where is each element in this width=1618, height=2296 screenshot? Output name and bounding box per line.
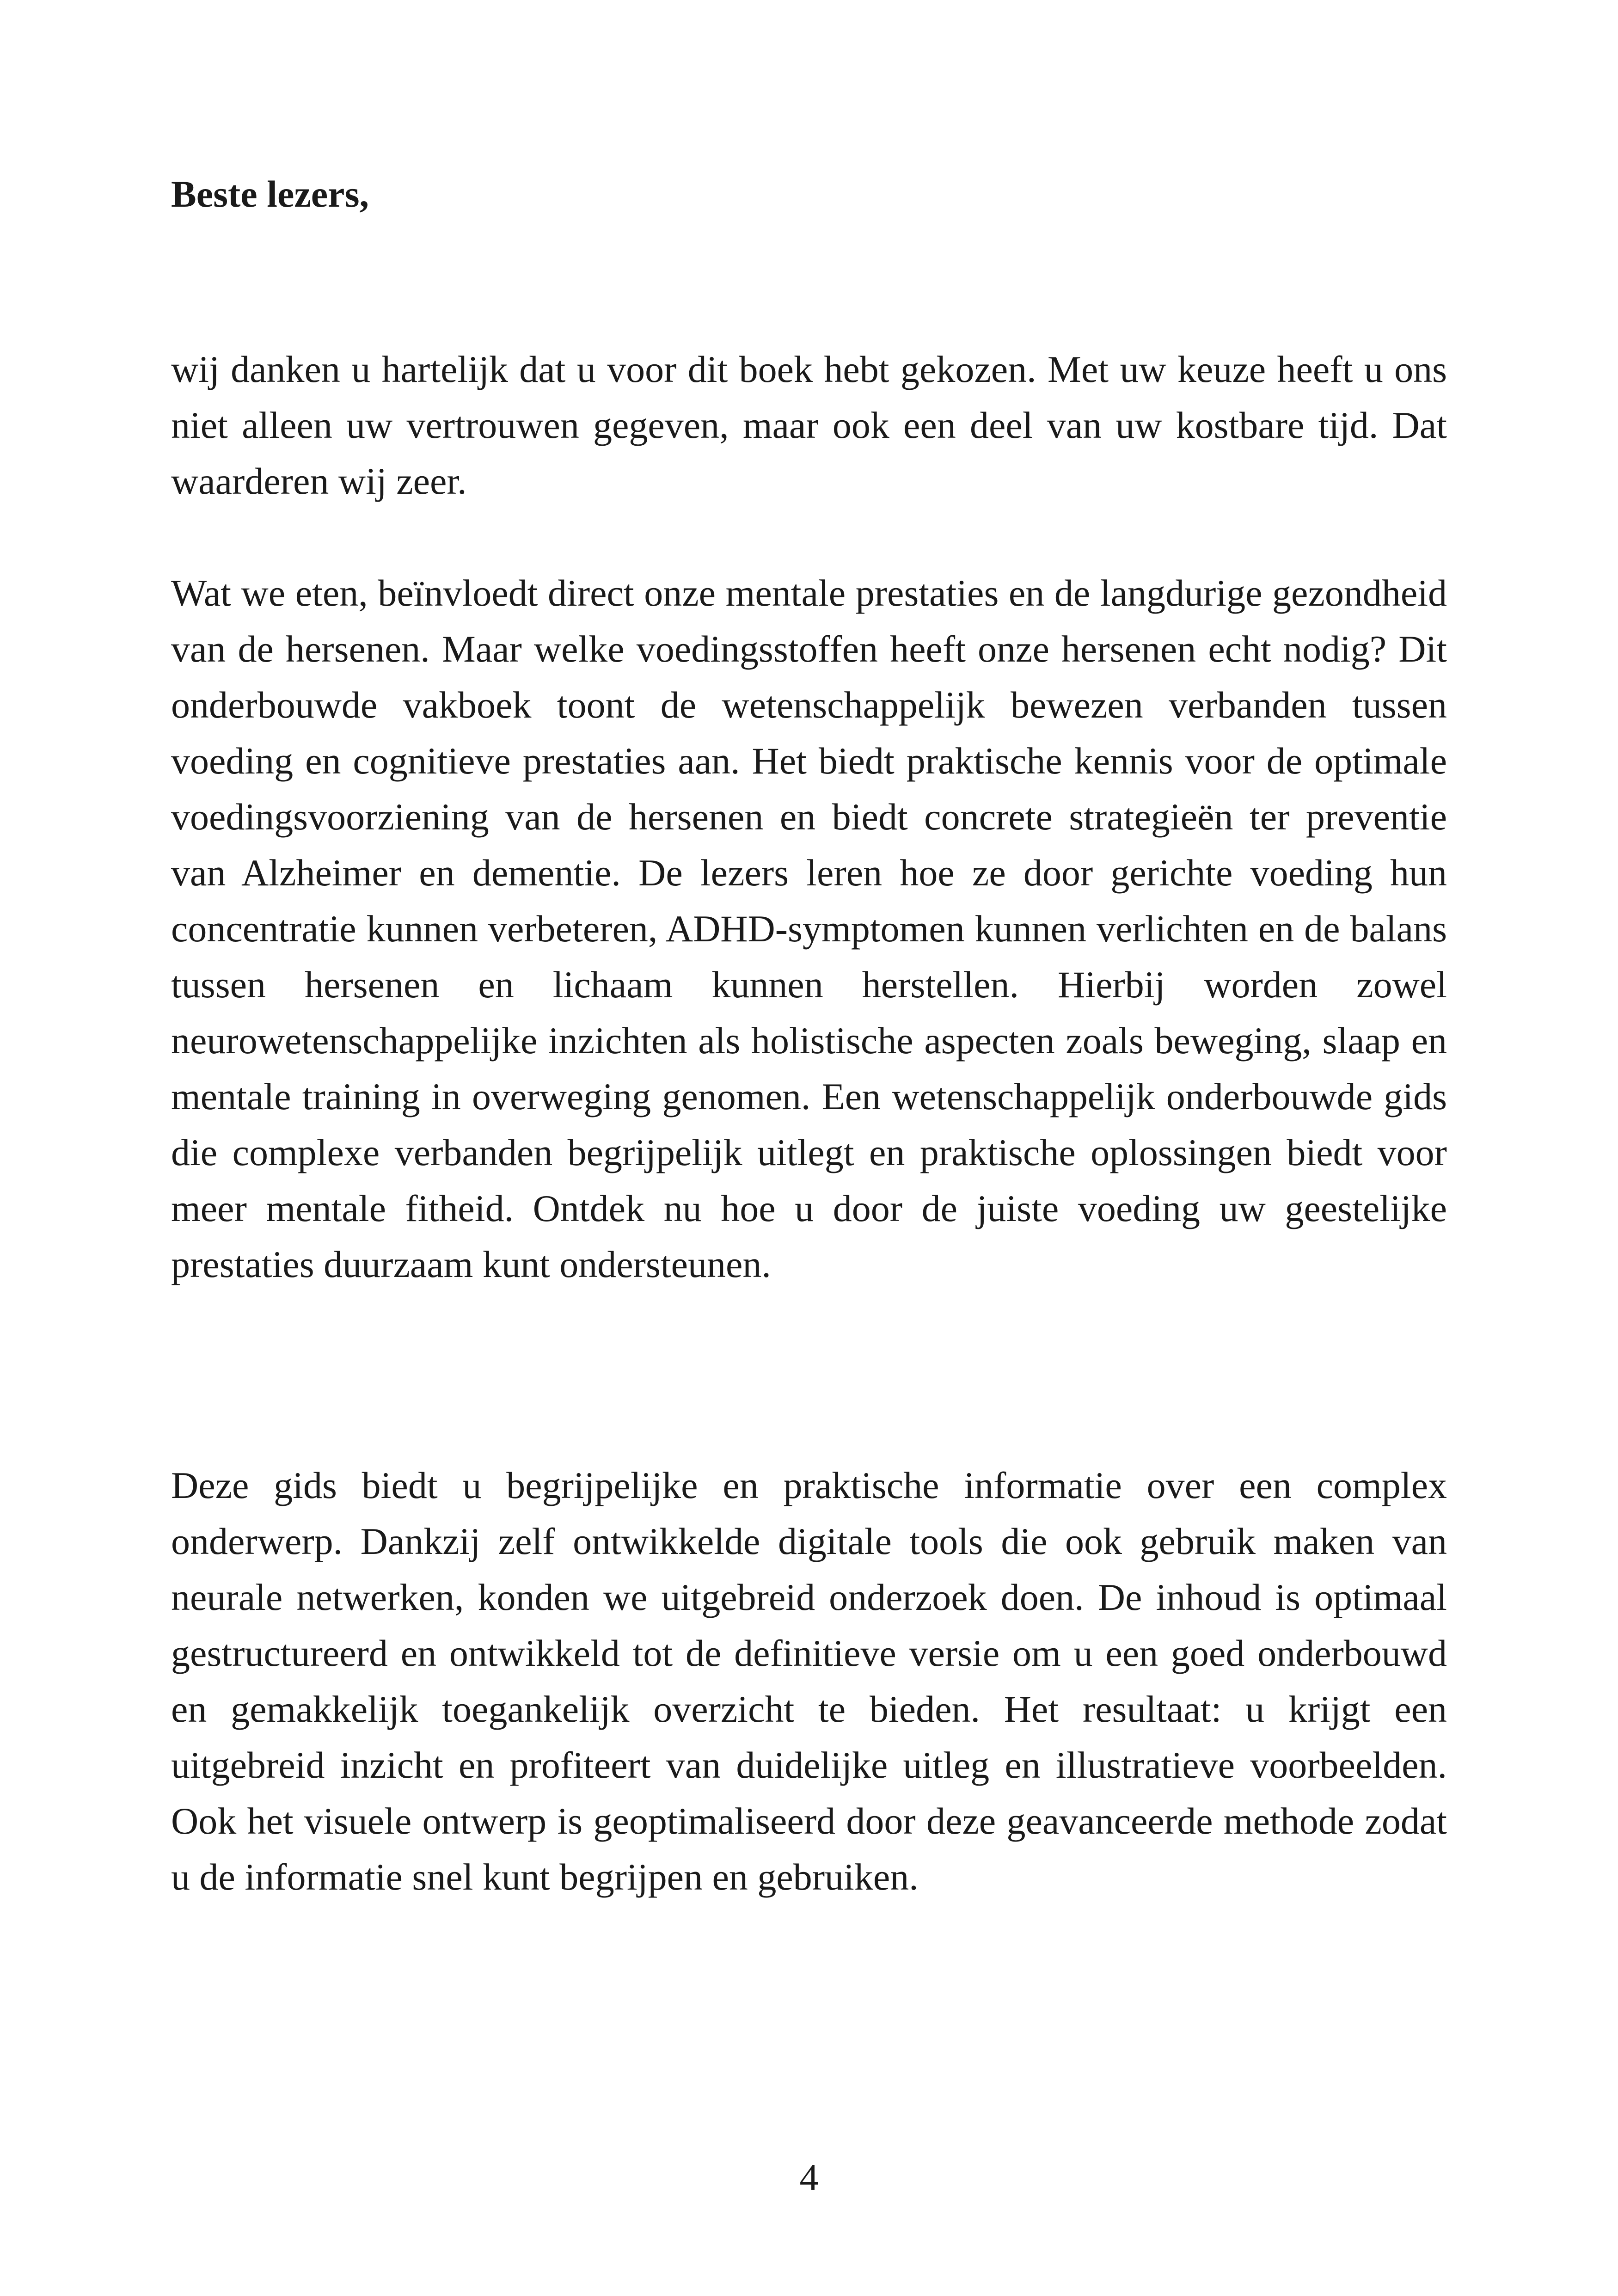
paragraph-book-description: Wat we eten, beïnvloedt direct onze mentale prestaties en de langdurige gezondheid van de hersenen. Maar welke voedingsstoffen heeft onze hersenen echt nodig? Dit onderbouwde vakboek toont de wetenschappelijk bewezen verbanden tussen voeding en cognitieve prestaties aan. Het biedt praktische kennis voor de optimale voedingsvoorziening van de hersenen en biedt concrete strategieën ter preventie van Alzheimer en dementie. De lezers leren hoe ze door gerichte voeding hun concentratie kunnen verbeteren, ADHD-symptomen kunnen verlichten en de balans tussen hersenen en lichaam kunnen herstellen. Hierbij worden zowel neurowetenschappelijke inzichten als holistische aspecten zoals beweging, slaap en mentale training in overweging genomen. Een wetenschappelijk onderbouwde gids die complexe verbanden begrijpelijk uitlegt en praktische oplossingen biedt voor meer mentale fitheid. Ontdek nu hoe u door de juiste voeding uw geestelijke prestaties duurzaam kunt ondersteunen. <box>171 572 1447 1285</box>
page-number: 4 <box>799 2156 819 2198</box>
paragraph-thanks: wij danken u hartelijk dat u voor dit boek hebt gekozen. Met uw keuze heeft u ons niet alleen uw vertrouwen gegeven, maar ook een deel van uw kostbare tijd. Dat waarderen wij zeer. <box>171 348 1447 502</box>
salutation-heading: Beste lezers, <box>171 173 369 215</box>
paragraph-guide-method: Deze gids biedt u begrijpelijke en praktische informatie over een complex onderwerp. Dankzij zelf ontwikkelde digitale tools die ook gebruik maken van neurale netwerken, konden we uitgebreid onderzoek doen. De inhoud is optimaal gestructureerd en ontwikkeld tot de definitieve versie om u een goed onderbouwd en gemakkelijk toegankelijk overzicht te bieden. Het resultaat: u krijgt een uitgebreid inzicht en profiteert van duidelijke uitleg en illustratieve voorbeelden. Ook het visuele ontwerp is geoptimaliseerd door deze geavanceerde methode zodat u de informatie snel kunt begrijpen en gebruiken. <box>171 1464 1447 1898</box>
